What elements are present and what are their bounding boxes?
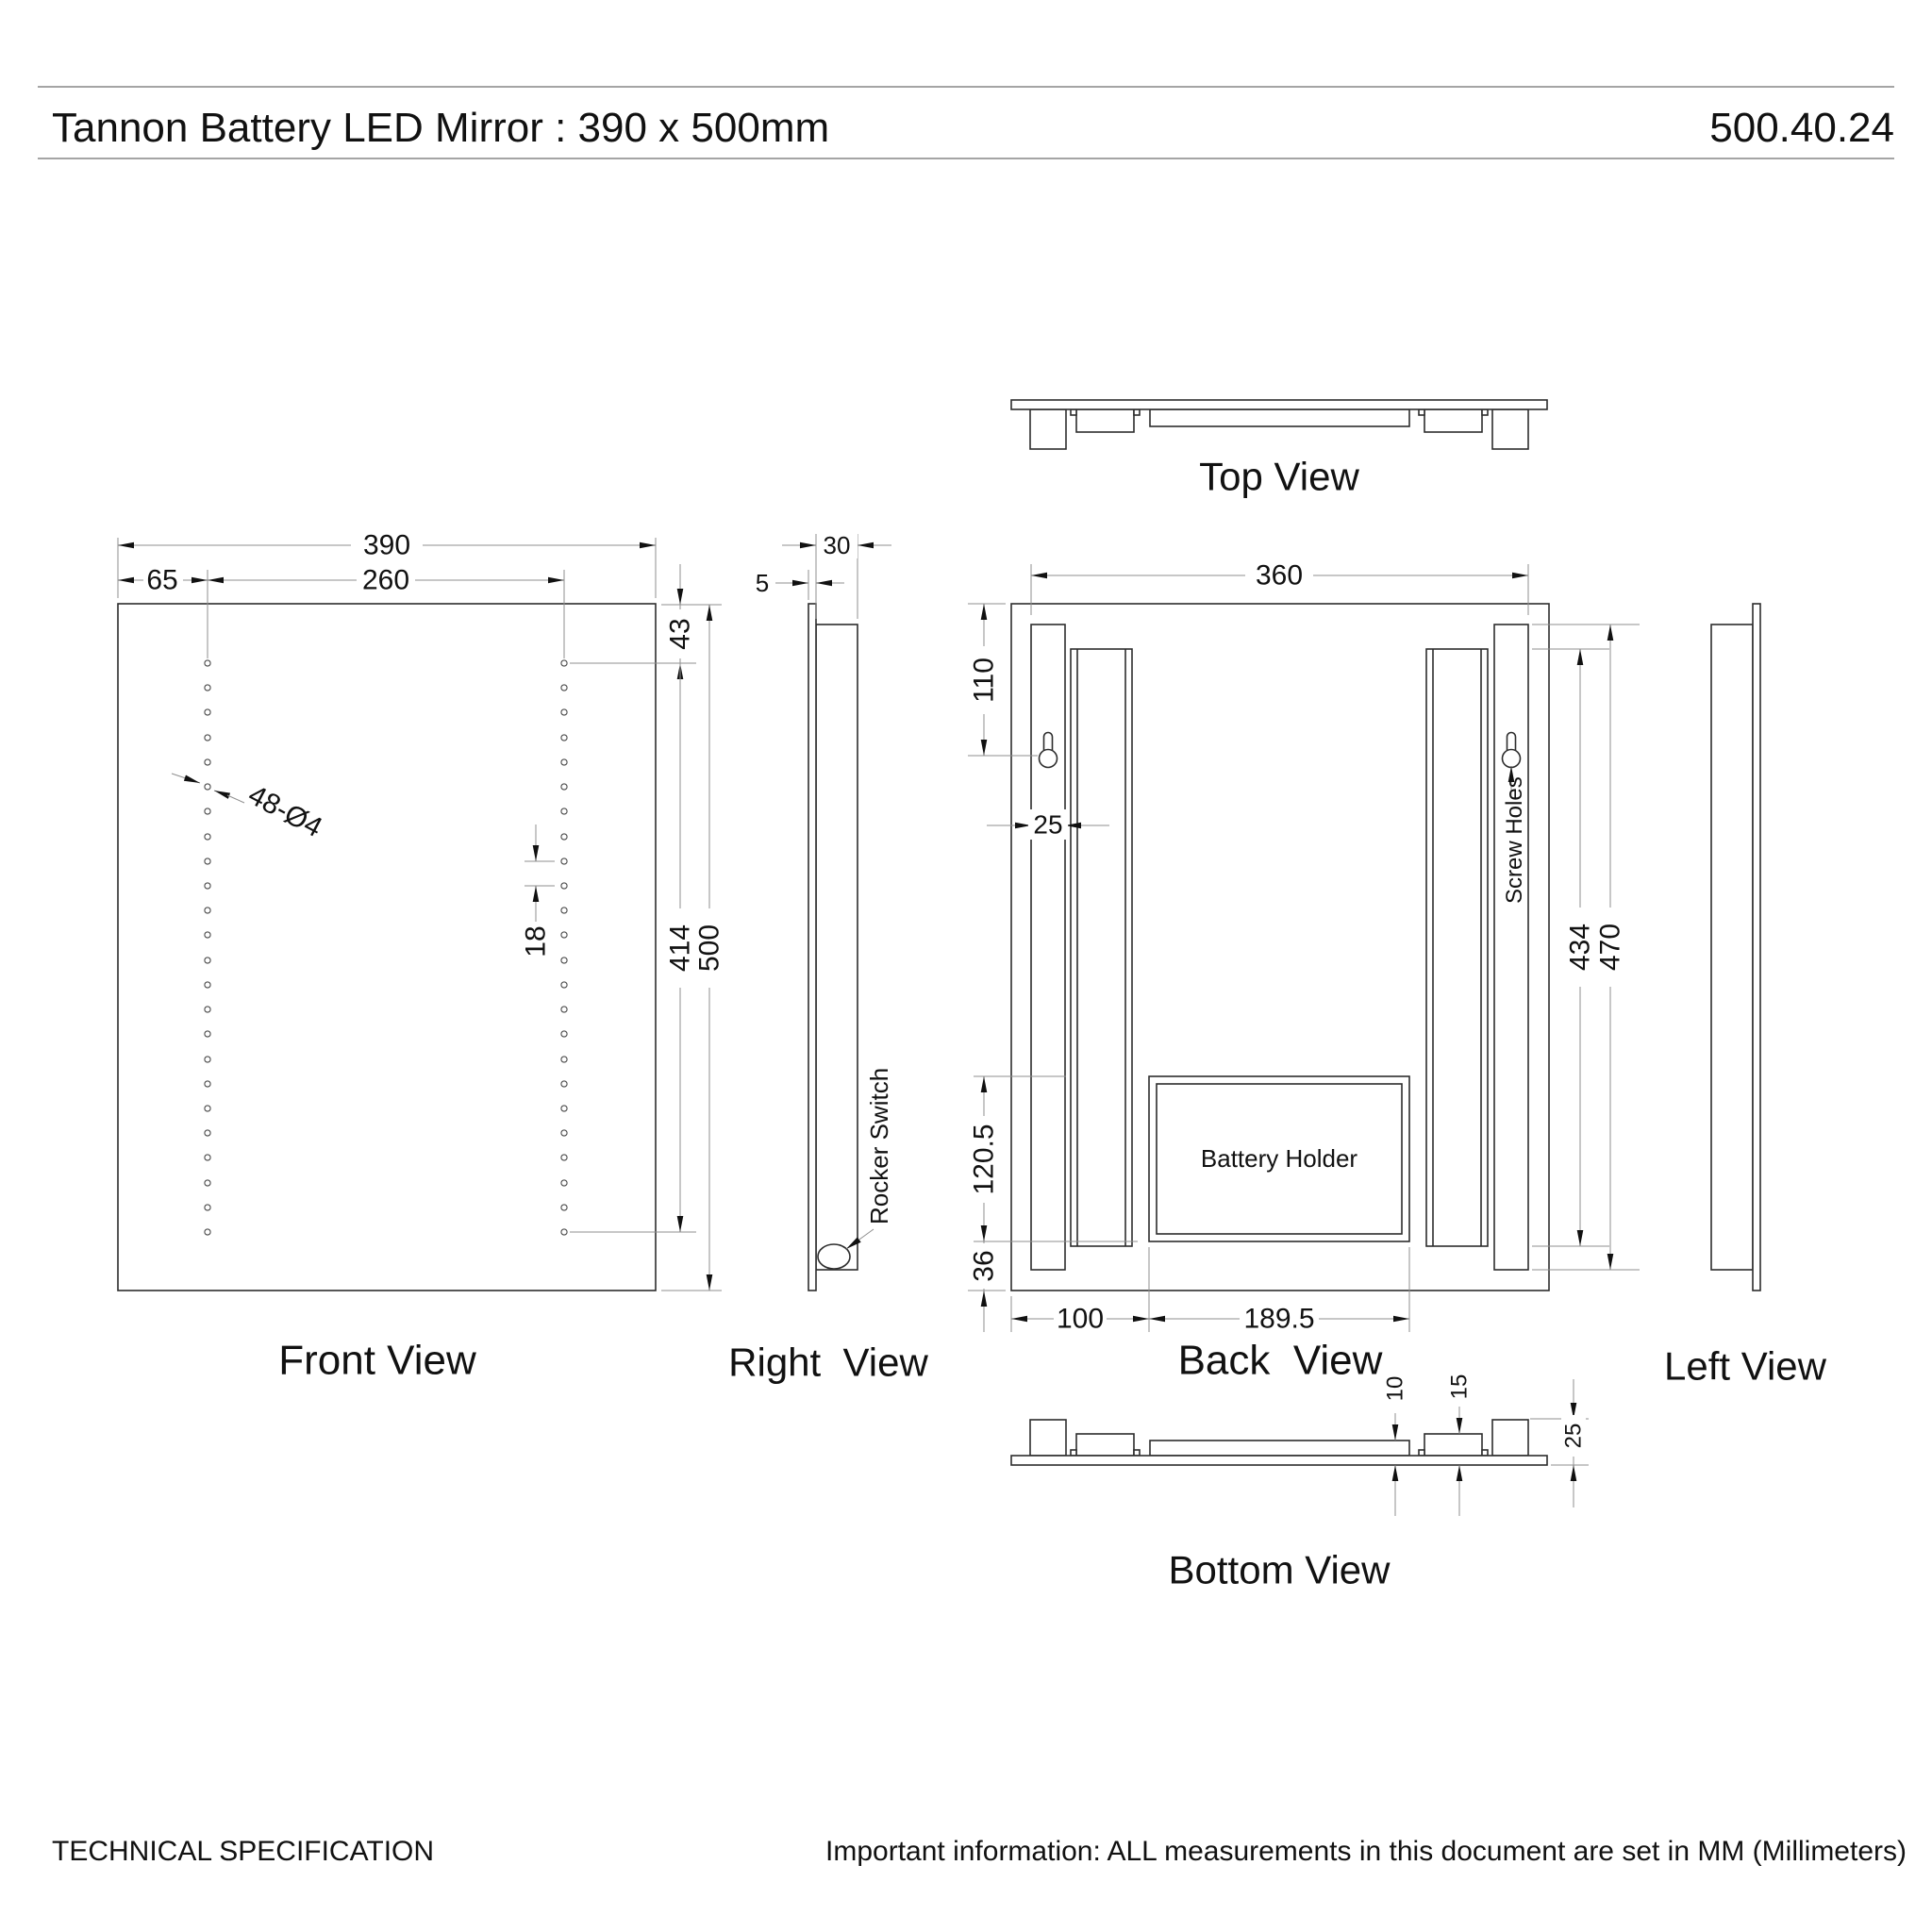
bottom-view-right-notch-foot — [1419, 1450, 1424, 1456]
dim-first-hole-offset: 43 — [664, 618, 696, 650]
dim-battery-left-gap: 100 — [1056, 1303, 1105, 1335]
top-view — [1011, 400, 1547, 499]
footer — [52, 1836, 1907, 1867]
dim-col-left-offset: 65 — [146, 564, 178, 596]
back-view-left-led-channel — [1071, 649, 1132, 1246]
dim-battery-width: 189.5 — [1243, 1303, 1315, 1335]
top-view-left-notch-foot — [1071, 409, 1076, 415]
top-view-label: Top View — [1199, 454, 1359, 499]
top-view-right-notch-foot — [1419, 409, 1424, 415]
bottom-view-right-notch-block — [1424, 1434, 1482, 1456]
right-view-back-box — [816, 625, 858, 1270]
front-view-mirror-outline — [118, 604, 656, 1291]
dim-25-bottom — [1530, 1379, 1589, 1507]
top-view-left-corner-block — [1030, 409, 1066, 449]
screw-holes-callout — [1502, 766, 1527, 904]
battery-holder — [1149, 1076, 1409, 1241]
battery-holder-label: Battery Holder — [1200, 1144, 1358, 1173]
dim-bracket-height: 470 — [1594, 923, 1626, 972]
dim-overall-width: 390 — [362, 529, 411, 561]
dim-hole-pitch: 18 — [520, 925, 552, 958]
bottom-view — [1011, 1374, 1589, 1592]
bottom-view-mirror-edge — [1011, 1456, 1547, 1465]
bottom-view-left-notch-foot — [1134, 1450, 1140, 1456]
dim-back-width: 360 — [1255, 559, 1304, 591]
left-view — [1664, 604, 1827, 1389]
right-view-label: Right View — [728, 1340, 928, 1385]
dim-overall-depth: 25 — [1560, 1423, 1587, 1449]
dim-holes-callout: 48-Ø4 — [242, 779, 327, 844]
top-view-left-notch-block — [1076, 409, 1134, 432]
top-view-right-corner-block — [1492, 409, 1528, 449]
bottom-view-left-corner-block — [1030, 1420, 1066, 1456]
dim-col-spacing: 260 — [361, 564, 410, 596]
rocker-switch-label: Rocker Switch — [865, 1067, 893, 1224]
screw-holes-label: Screw Holes — [1502, 776, 1527, 904]
top-view-left-notch-foot — [1134, 409, 1140, 415]
bottom-view-right-corner-block — [1492, 1420, 1528, 1456]
dim-36 — [968, 1241, 1006, 1332]
front-view — [118, 530, 725, 1384]
bottom-view-led-channel — [1150, 1441, 1409, 1456]
top-view-right-notch-block — [1424, 409, 1482, 432]
dim-5 — [756, 569, 844, 600]
dim-body-depth: 30 — [823, 531, 851, 559]
dim-battery-height: 120.5 — [968, 1124, 1000, 1195]
top-view-right-notch-foot — [1482, 409, 1488, 415]
bottom-view-label: Bottom View — [1168, 1547, 1391, 1592]
title-block — [38, 87, 1894, 158]
top-view-mirror-edge — [1011, 400, 1547, 409]
dim-glass-thickness: 5 — [755, 569, 770, 597]
top-view-led-channel — [1150, 409, 1409, 426]
back-view — [968, 560, 1640, 1384]
back-view-right-led-channel — [1426, 649, 1488, 1246]
front-view-label: Front View — [278, 1337, 476, 1384]
dim-channel-depth: 10 — [1382, 1375, 1408, 1402]
right-view — [728, 531, 928, 1385]
dim-30 — [782, 531, 891, 619]
page-title: Tannon Battery LED Mirror : 390 x 500mm — [52, 105, 830, 151]
dim-channel-height: 434 — [1564, 923, 1596, 972]
footer-left-text: TECHNICAL SPECIFICATION — [52, 1836, 435, 1867]
dim-notch-depth: 15 — [1446, 1374, 1473, 1400]
back-view-left-bracket — [1031, 625, 1065, 1270]
dim-bracket-width: 25 — [1033, 809, 1063, 840]
dim-battery-bottom-gap: 36 — [968, 1250, 1000, 1282]
left-view-glass-edge — [1753, 604, 1760, 1291]
bottom-view-left-notch-foot — [1071, 1450, 1076, 1456]
dim-overall-height: 500 — [693, 924, 725, 973]
bottom-view-left-notch-block — [1076, 1434, 1134, 1456]
product-code: 500.40.24 — [1709, 105, 1894, 151]
back-view-label: Back View — [1177, 1337, 1383, 1384]
right-view-glass-edge — [808, 604, 816, 1291]
bottom-view-right-notch-foot — [1482, 1450, 1488, 1456]
dim-hole-span: 414 — [664, 924, 696, 973]
dim-keyhole-offset: 110 — [968, 658, 1000, 703]
back-view-right-bracket — [1494, 625, 1528, 1270]
left-view-back-box — [1711, 625, 1753, 1270]
left-view-label: Left View — [1664, 1343, 1826, 1389]
footer-right-text: Important information: ALL measurements in this document are set in MM (Millimeters) — [825, 1836, 1907, 1867]
